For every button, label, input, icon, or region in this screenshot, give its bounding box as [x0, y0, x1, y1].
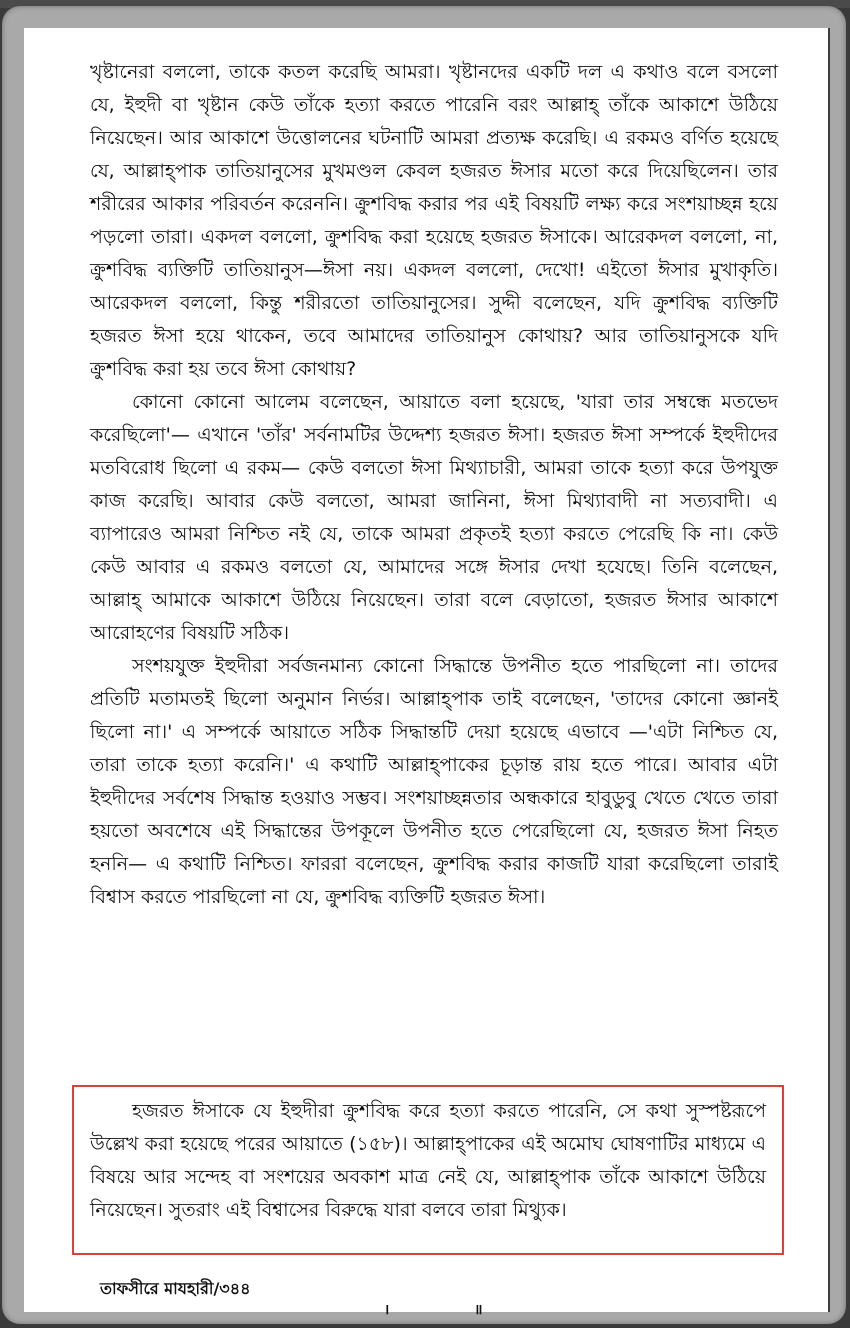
highlighted-annotation-box: [72, 1085, 784, 1255]
page-footer-marks: । ॥: [384, 1302, 523, 1318]
document-page[interactable]: [24, 28, 830, 1318]
body-text: [90, 56, 778, 914]
paragraph-1: খৃষ্টানেরা বললো, তাকে কতল করেছি আমরা। খৃষ্টানদের একটি দল এ কথাও বলে বসলো যে, ইহুদী বা খৃষ্টান কেউ তাঁকে হত্যা করতে পারেনি বরং আল্লাহ্ তাঁকে আকাশে উঠিয়ে নিয়েছেন। আর আকাশে উত্তোলনের ঘটনাটি আমরা প্রত্যক্ষ করেছি। এ রকমও বর্ণিত হয়েছে যে, আল্লাহ্পাক তাতিয়ানুসের মুখমণ্ডল কেবল হজরত ঈসার মতো করে দিয়েছিলেন। তার শরীরের আকার পরিবর্তন করেননি। ক্রুশবিদ্ধ করার পর এই বিষয়টি লক্ষ্য করে সংশয়াচ্ছন্ন হয়ে পড়লো তারা। একদল বললো, ক্রুশবিদ্ধ করা হয়েছে হজরত ঈসাকে। আরেকদল বললো, না, ক্রুশবিদ্ধ ব্যক্তিটি তাতিয়ানুস—ঈসা নয়। একদল বললো, দেখো! এইতো ঈসার মুখাকৃতি। আরেকদল বললো, কিন্তু শরীরতো তাতিয়ানুসের। সুদ্দী বলেছেন, যদি ক্রুশবিদ্ধ ব্যক্তিটি হজরত ঈসা হয়ে থাকেন, তবে আমাদের তাতিয়ানুস কোথায়? আর তাতিয়ানুসকে যদি ক্রুশবিদ্ধ করা হয় তবে ঈসা কোথায়?: [90, 61, 778, 380]
viewer-frame: [2, 6, 846, 1324]
highlighted-paragraph: হজরত ঈসাকে যে ইহুদীরা ক্রুশবিদ্ধ করে হত্যা করতে পারেনি, সে কথা সুস্পষ্টরূপে উল্লেখ করা হয়েছে পরের আয়াতে (১৫৮)। আল্লাহ্পাকের এই অমোঘ ঘোষণাটির মাধ্যমে এ বিষয়ে আর সন্দেহ বা সংশয়ের অবকাশ মাত্র নেই যে, আল্লাহ্পাক তাঁকে আকাশে উঠিয়ে নিয়েছেন। সুতরাং এই বিশ্বাসের বিরুদ্ধে যারা বলবে তারা মিথ্যুক।: [90, 1100, 766, 1221]
paragraph-2: কোনো কোনো আলেম বলেছেন, আয়াতে বলা হয়েছে, 'যারা তার সম্বন্ধে মতভেদ করেছিলো'— এখানে 'তাঁর' সর্বনামটির উদ্দেশ্য হজরত ঈসা। হজরত ঈসা সম্পর্কে ইহুদীদের মতবিরোধ ছিলো এ রকম— কেউ বলতো ঈসা মিথ্যাচারী, আমরা তাকে হত্যা করে উপযুক্ত কাজ করেছি। আবার কেউ বলতো, আমরা জানিনা, ঈসা মিথ্যাবাদী না সত্যবাদী। এ ব্যাপারেও আমরা নিশ্চিত নই যে, তাকে আমরা প্রকৃতই হত্যা করতে পেরেছি কি না। কেউ কেউ আবার এ রকমও বলতো যে, আমাদের সঙ্গে ঈসার দেখা হযেছে। তিনি বলেছেন, আল্লাহ্ আমাকে আকাশে উঠিয়ে নিয়েছেন। তারা বলে বেড়াতো, হজরত ঈসার আকাশে আরোহণের বিষয়টি সঠিক।: [90, 391, 778, 644]
paragraph-3: সংশয়যুক্ত ইহুদীরা সর্বজনমান্য কোনো সিদ্ধান্তে উপনীত হতে পারছিলো না। তাদের প্রতিটি মতামতই ছিলো অনুমান নির্ভর। আল্লাহ্পাক তাই বলেছেন, 'তাদের কোনো জ্ঞানই ছিলো না।' এ সম্পর্কে আয়াতে সঠিক সিদ্ধান্তটি দেয়া হয়েছে এভাবে —'এটা নিশ্চিত যে, তারা তাকে হত্যা করেনি।' এ কথাটি আল্লাহ্পাকের চূড়ান্ত রায় হতে পারে। আবার এটা ইহুদীদের সর্বশেষ সিদ্ধান্ত হওয়াও সম্ভব। সংশয়াচ্ছন্নতার অন্ধকারে হাবুডুবু খেতে খেতে তারা হয়তো অবশেষে এই সিদ্ধান্তের উপকূলে উপনীত হতে পেরেছিলো যে, হজরত ঈসা নিহত হননি— এ কথাটি নিশ্চিত। ফাররা বলেছেন, ক্রুশবিদ্ধ করার কাজটি যারা করেছিলো তারাই বিশ্বাস করতে পারছিলো না যে, ক্রুশবিদ্ধ ব্যক্তিটি হজরত ঈসা।: [90, 655, 778, 908]
page-footer-running-title: তাফসীরে মাযহারী/৩৪৪: [100, 1279, 251, 1298]
